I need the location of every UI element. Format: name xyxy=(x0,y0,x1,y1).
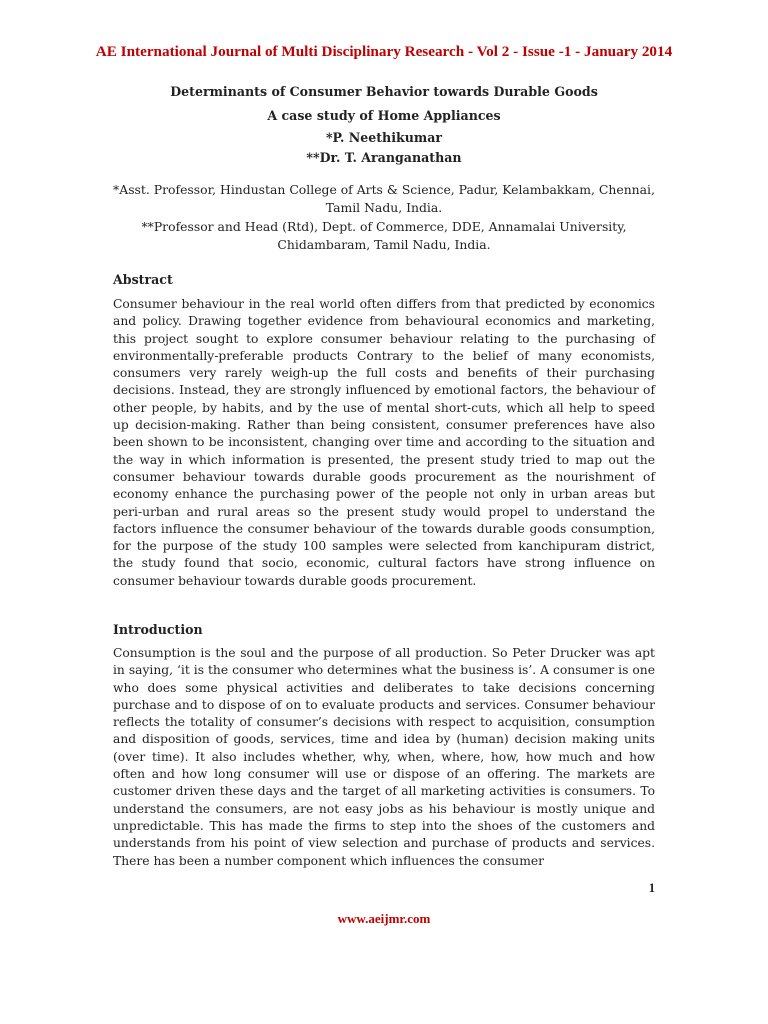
paper-title: Determinants of Consumer Behavior towards Durable Goods xyxy=(170,84,598,99)
paper-subtitle: A case study of Home Appliances xyxy=(267,108,501,123)
author-2: **Dr. T. Aranganathan xyxy=(306,150,462,165)
affiliation-2: **Professor and Head (Rtd), Dept. of Commerce, DDE, Annamalai University, Chidambaram, Tamil Nadu, India. xyxy=(141,218,627,253)
page-number: 1 xyxy=(648,881,655,895)
affiliation-1: *Asst. Professor, Hindustan College of Arts & Science, Padur, Kelambakkam, Chennai, Tamil Nadu, India. xyxy=(113,182,655,216)
footer-url[interactable]: www.aeijmr.com xyxy=(337,911,431,926)
introduction-text: Consumption is the soul and the purpose of all production. So Peter Drucker was apt in saying, ‘it is the consumer who determines what the business is’. A consumer is one who does some physical activities and deliberates to take decisions concerning purchase and to dispose of on to evaluate products and services. Consumer behaviour reflects the totality of consumer’s decisions with respect to acquisition, consumption and disposition of goods, services, time and idea by (human) decision making units (over time). It also includes whether, why, when, where, how, how much and how often and how long consumer will use or dispose of an offering. The markets are customer driven these days and the target of all marketing activities is consumers. To understand the consumers, are not easy jobs as his behaviour is mostly unique and unpredictable. This has made the firms to step into the shoes of the customers and understands from his point of view selection and purchase of products and services. There has been a number component which influences the consumer xyxy=(113,646,655,868)
affiliations xyxy=(113,181,655,255)
title-block xyxy=(113,80,655,168)
introduction-heading: Introduction xyxy=(113,622,203,637)
abstract-text: Consumer behaviour in the real world often differs from that predicted by economics and policy. Drawing together evidence from behavioural economics and marketing, this project sought to explore consumer behaviour relating to the purchasing of environmentally-preferable products Contrary to the belief of many economists, consumers very rarely weigh-up the full costs and benefits of their purchasing decisions. Instead, they are strongly influenced by emotional factors, the behaviour of other people, by habits, and by the use of mental short-cuts, which all help to speed up decision-making. Rather than being consistent, consumer preferences have also been shown to be inconsistent, changing over time and according to the situation and the way in which information is presented, the present study tried to map out the consumer behaviour towards durable goods procurement as the nourishment of economy enhance the purchasing power of the people not only in urban areas but peri-urban and rural areas so the present study would propel to understand the factors influence the consumer behaviour of the towards durable goods consumption, for the purpose of the study 100 samples were selected from kanchipuram district, the study found that socio, economic, cultural factors have strong influence on consumer behaviour towards durable goods procurement. xyxy=(113,297,655,588)
journal-header: AE International Journal of Multi Disciplinary Research - Vol 2 - Issue -1 - January 2014 xyxy=(95,43,673,60)
author-1: *P. Neethikumar xyxy=(325,130,443,145)
abstract-heading: Abstract xyxy=(113,272,173,287)
